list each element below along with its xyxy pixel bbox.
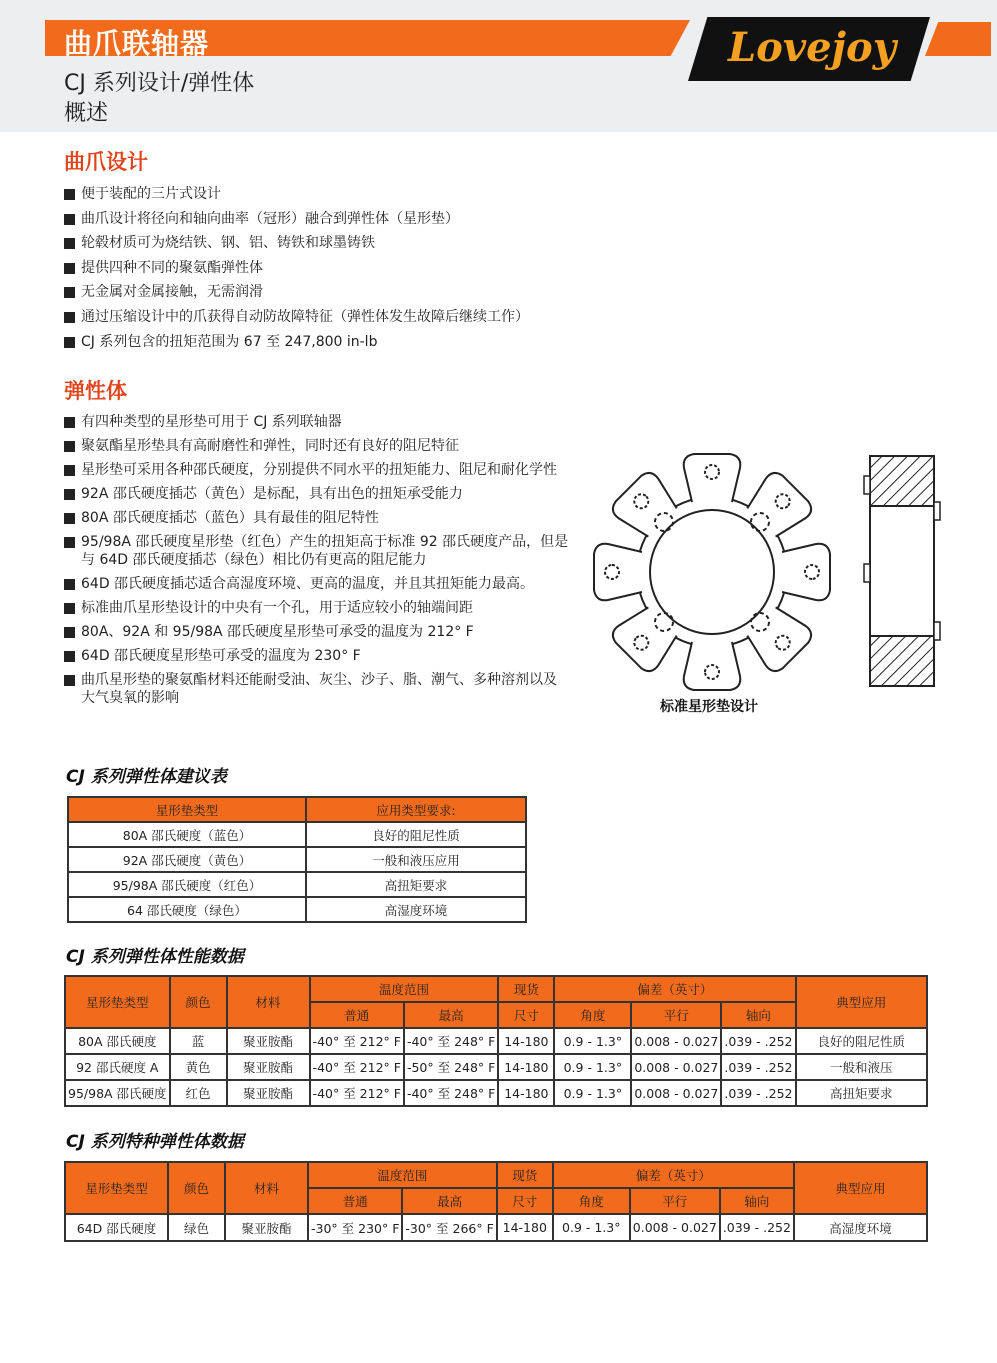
table-cell: 0.008 - 0.027	[631, 1080, 721, 1106]
table-cell: 聚亚胺酯	[225, 1214, 308, 1241]
table-cell: -40° 至 248° F	[404, 1028, 498, 1054]
list-item: 92A 邵氏硬度插芯（黄色）是标配，具有出色的扭矩承受能力	[64, 485, 569, 503]
column-header: 普通	[310, 1002, 404, 1028]
table-cell: 14-180	[497, 1214, 553, 1241]
list-item: 80A 邵氏硬度插芯（蓝色）具有最佳的阻尼特性	[64, 509, 569, 527]
table-row	[65, 1054, 927, 1080]
spider-front-view-figure	[582, 452, 842, 692]
table-header-row	[68, 797, 526, 822]
table-cell: 0.9 - 1.3°	[554, 1054, 631, 1080]
page-subtitle-overview: 概述	[64, 101, 109, 126]
page-title: 曲爪联轴器	[64, 27, 210, 60]
table-cell: .039 - .252	[721, 1080, 795, 1106]
column-header: 典型应用	[794, 1162, 927, 1214]
table-cell: 14-180	[498, 1028, 554, 1054]
column-header: 最高	[404, 1002, 498, 1028]
table-cell: .039 - .252	[721, 1028, 795, 1054]
table-cell: 红色	[170, 1080, 227, 1106]
table-cell: 0.008 - 0.027	[630, 1214, 720, 1241]
section-title-elastomer: 弹性体	[64, 379, 127, 403]
table-cell: 95/98A 邵氏硬度（红色）	[68, 872, 306, 897]
table-cell: 95/98A 邵氏硬度	[65, 1080, 170, 1106]
list-item: 通过压缩设计中的爪获得自动防故障特征（弹性体发生故障后继续工作）	[64, 308, 604, 326]
table-cell: 良好的阻尼性质	[306, 822, 526, 847]
table3-title: CJ 系列特种弹性体数据	[66, 1132, 244, 1152]
column-header: 星形垫类型	[65, 976, 170, 1028]
column-header: 温度范围	[310, 976, 499, 1002]
list-item: 95/98A 邵氏硬度星形垫（红色）产生的扭矩高于标准 92 邵氏硬度产品，但是与 64D 邵氏硬度插芯（绿色）相比仍有更高的阻尼能力	[64, 533, 569, 569]
table-cell: 80A 邵氏硬度	[65, 1028, 170, 1054]
table-row	[65, 1214, 927, 1241]
table-cell: 聚亚胺酯	[227, 1028, 310, 1054]
column-header: 星形垫类型	[68, 797, 306, 822]
column-header: 星形垫类型	[65, 1162, 168, 1214]
list-item: 64D 邵氏硬度星形垫可承受的温度为 230° F	[64, 647, 569, 665]
table-cell: 良好的阻尼性质	[796, 1028, 928, 1054]
table-cell: -30° 至 230° F	[308, 1214, 402, 1241]
table1-title: CJ 系列弹性体建议表	[66, 767, 227, 787]
column-header: 轴向	[720, 1188, 794, 1214]
table-cell: -40° 至 248° F	[404, 1080, 498, 1106]
table-cell: 92A 邵氏硬度（黄色）	[68, 847, 306, 872]
table-row	[65, 1080, 927, 1106]
list-item: 星形垫可采用各种邵氏硬度，分别提供不同水平的扭矩能力、阻尼和耐化学性	[64, 461, 569, 479]
table-cell: -40° 至 212° F	[310, 1054, 404, 1080]
table-cell: 黄色	[170, 1054, 227, 1080]
lovejoy-logo: Lovejoy	[728, 24, 896, 71]
section-title-jaw-design: 曲爪设计	[64, 150, 148, 174]
column-header: 最高	[402, 1188, 496, 1214]
column-header: 尺寸	[498, 1002, 554, 1028]
column-header: 普通	[308, 1188, 402, 1214]
column-header: 尺寸	[497, 1188, 553, 1214]
table-cell: 64 邵氏硬度（绿色）	[68, 897, 306, 922]
table-cell: 一般和液压	[796, 1054, 928, 1080]
table2-title: CJ 系列弹性体性能数据	[66, 947, 244, 967]
column-header: 温度范围	[308, 1162, 497, 1188]
table-cell: -30° 至 266° F	[402, 1214, 496, 1241]
spider-side-view-figure	[860, 452, 945, 692]
table-cell: 蓝	[170, 1028, 227, 1054]
column-header: 平行	[631, 1002, 721, 1028]
recommendation-table	[67, 796, 527, 923]
table-cell: 0.9 - 1.3°	[553, 1214, 630, 1241]
column-header: 偏差（英寸）	[554, 976, 795, 1002]
table-cell: 0.9 - 1.3°	[554, 1080, 631, 1106]
column-header: 轴向	[721, 1002, 795, 1028]
column-header: 应用类型要求:	[306, 797, 526, 822]
jaw-design-list	[64, 185, 604, 357]
column-header: 现货	[497, 1162, 553, 1188]
table-row	[65, 1028, 927, 1054]
table-cell: 80A 邵氏硬度（蓝色）	[68, 822, 306, 847]
list-item: 曲爪星形垫的聚氨酯材料还能耐受油、灰尘、沙子、脂、潮气、多种溶剂以及大气臭氧的影响	[64, 671, 569, 707]
table-cell: 一般和液压应用	[306, 847, 526, 872]
table-row	[68, 872, 526, 897]
figure-caption: 标准星形垫设计	[660, 699, 758, 715]
table-cell: 14-180	[498, 1054, 554, 1080]
page-subtitle: CJ 系列设计/弹性体	[64, 71, 255, 96]
table-cell: 14-180	[498, 1080, 554, 1106]
table-cell: 高扭矩要求	[306, 872, 526, 897]
column-header: 现货	[498, 976, 554, 1002]
table-cell: 高湿度环境	[794, 1214, 927, 1241]
list-item: 轮毂材质可为烧结铁、钢、铝、铸铁和球墨铸铁	[64, 234, 604, 252]
column-header: 材料	[225, 1162, 308, 1214]
table-row	[68, 847, 526, 872]
list-item: 80A、92A 和 95/98A 邵氏硬度星形垫可承受的温度为 212° F	[64, 623, 569, 641]
column-header: 颜色	[170, 976, 227, 1028]
table-header-row	[65, 976, 927, 1002]
table-cell: -40° 至 212° F	[310, 1080, 404, 1106]
table-cell: 高扭矩要求	[796, 1080, 928, 1106]
column-header: 典型应用	[796, 976, 928, 1028]
table-cell: 64D 邵氏硬度	[65, 1214, 168, 1241]
performance-table	[64, 975, 928, 1107]
table-cell: 92 邵氏硬度 A	[65, 1054, 170, 1080]
column-header: 平行	[630, 1188, 720, 1214]
list-item: 便于装配的三片式设计	[64, 185, 604, 203]
table-cell: 绿色	[168, 1214, 225, 1241]
table-cell: 高湿度环境	[306, 897, 526, 922]
table-cell: 0.9 - 1.3°	[554, 1028, 631, 1054]
table-cell: -40° 至 212° F	[310, 1028, 404, 1054]
table-cell: 聚亚胺酯	[227, 1080, 310, 1106]
list-item: 聚氨酯星形垫具有高耐磨性和弹性，同时还有良好的阻尼特征	[64, 437, 569, 455]
list-item: 有四种类型的星形垫可用于 CJ 系列联轴器	[64, 413, 569, 431]
list-item: 提供四种不同的聚氨酯弹性体	[64, 259, 604, 277]
column-header: 偏差（英寸）	[553, 1162, 794, 1188]
table-cell: 聚亚胺酯	[227, 1054, 310, 1080]
table-cell: .039 - .252	[721, 1054, 795, 1080]
column-header: 材料	[227, 976, 310, 1028]
list-item: 标准曲爪星形垫设计的中央有一个孔，用于适应较小的轴端间距	[64, 599, 569, 617]
special-elastomer-table	[64, 1161, 928, 1242]
list-item: 曲爪设计将径向和轴向曲率（冠形）融合到弹性体（星形垫）	[64, 210, 604, 228]
table-cell: .039 - .252	[720, 1214, 794, 1241]
table-header-row	[65, 1162, 927, 1188]
column-header: 颜色	[168, 1162, 225, 1214]
table-cell: 0.008 - 0.027	[631, 1028, 721, 1054]
list-item: CJ 系列包含的扭矩范围为 67 至 247,800 in-lb	[64, 333, 604, 351]
elastomer-list	[64, 413, 569, 713]
list-item: 64D 邵氏硬度插芯适合高湿度环境、更高的温度，并且其扭矩能力最高。	[64, 575, 569, 593]
table-row	[68, 897, 526, 922]
table-cell: -50° 至 248° F	[404, 1054, 498, 1080]
column-header: 角度	[553, 1188, 630, 1214]
table-cell: 0.008 - 0.027	[631, 1054, 721, 1080]
column-header: 角度	[554, 1002, 631, 1028]
table-row	[68, 822, 526, 847]
list-item: 无金属对金属接触，无需润滑	[64, 283, 604, 301]
